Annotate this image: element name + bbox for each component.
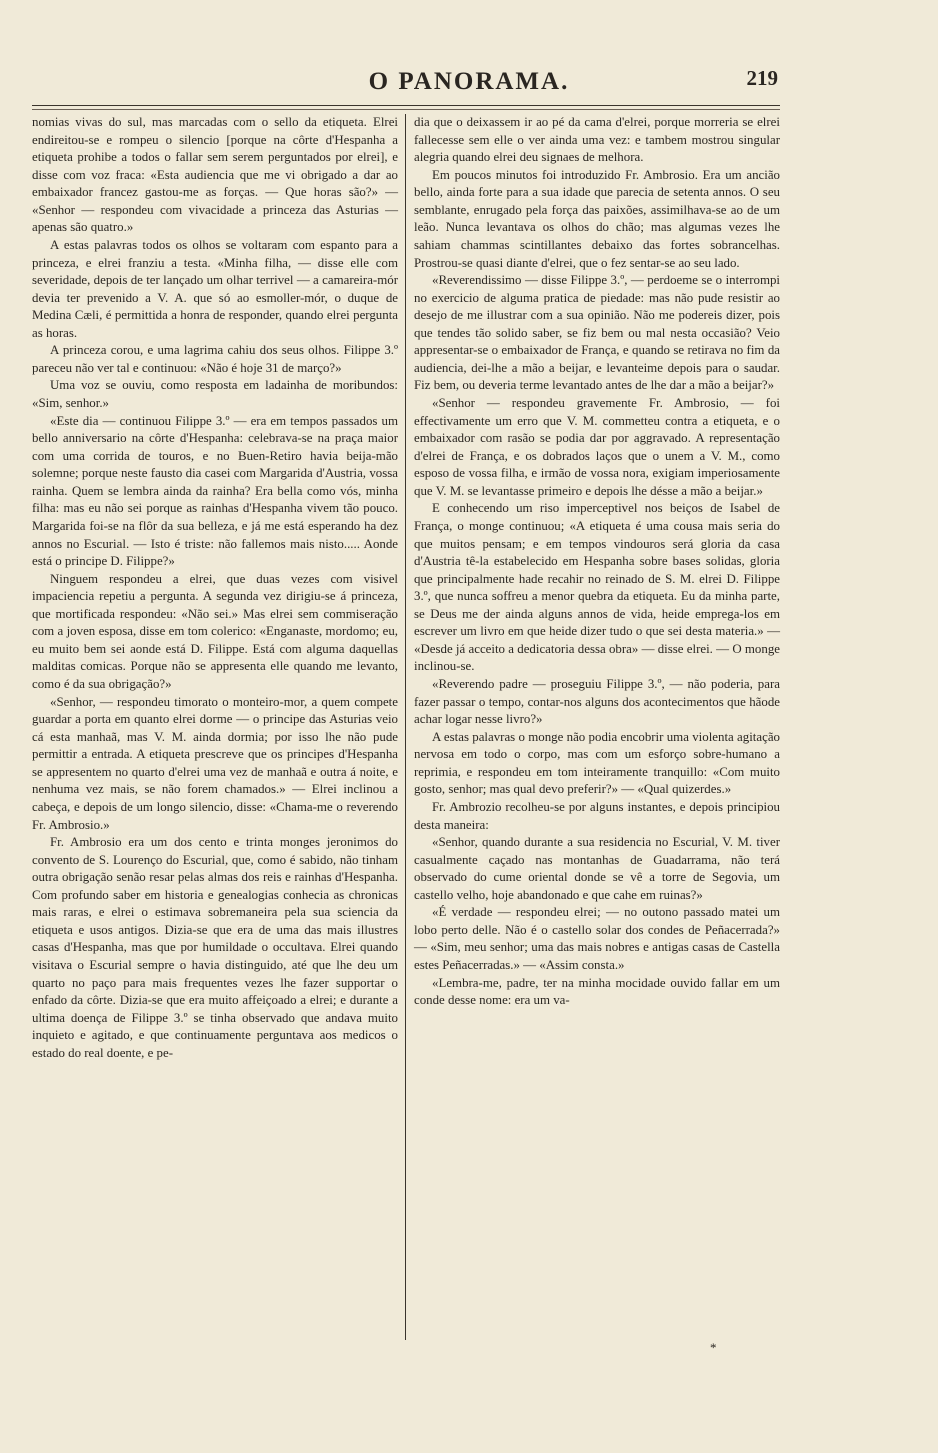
paragraph: E conhecendo um riso imperceptivel nos beiços de Isabel de França, o monge continuou; «A etiqueta é uma cousa mais seria do que muitos pensam; e em tempos vindouros será gloria da casa d'Austria tê-la estabelecido em Hespanha sobre bases solidas, gloria que principalmente hade recahir no reinado de S. M. elrei D. Filippe 3.º, que nunca soffreu a menor quebra da etiqueta. Eu da minha parte, se Deus me der ainda alguns annos de vida, heide emprega-los em escrever um livro em que heide dizer tudo o que sei desta materia.» — «Desde já acceito a dedicatoria dessa obra» — disse elrei. — O monge inclinou-se. (414, 501, 780, 674)
header-rule (32, 105, 780, 106)
paragraph: «Lembra-me, padre, ter na minha mocidade ouvido fallar em um conde desse nome: era um va- (414, 975, 780, 1008)
running-head (0, 56, 938, 100)
paragraph: Em poucos minutos foi introduzido Fr. Ambrosio. Era um ancião bello, ainda forte para a sua idade que parecia de setenta annos. O seu semblante, enrugado pela força das paixões, assimilhava-se ao de um leão. Nunca levantava os olhos do chão; mas algumas vezes lhe sahiam chammas scintillantes debaixo das fortes sobrancelhas. Prostrou-se quasi diante d'elrei, que o fez sentar-se ao seu lado. (414, 167, 780, 270)
left-column (32, 114, 398, 1062)
paragraph: A estas palavras todos os olhos se voltaram com espanto para a princeza, e elrei franziu a testa. «Minha filha, — disse elle com severidade, depois de ter lançado um olhar terrivel — a camareira-mór devia ter prevenido a V. A. que só ao esmoller-mór, o duque de Medina Cæli, é permittida a honra de responder, quando elrei pergunta as horas. (32, 237, 398, 340)
paragraph: Fr. Ambrozio recolheu-se por alguns instantes, e depois principiou desta maneira: (414, 799, 780, 832)
paragraph: «Senhor — respondeu gravemente Fr. Ambrosio, — foi effectivamente um erro que V. M. commetteu contra a etiqueta, e o embaixador com rasão se podia dar por aggravado. A representação d'elrei de França, e os dobrados laços que o unem a V. M., como esposo de vossa filha, e irmão de vossa nora, exigiam imperiosamente que V. M. se levantasse primeiro e depois lhe désse a mão a beijar.» (414, 396, 780, 498)
column-divider (405, 114, 406, 1340)
paragraph: «É verdade — respondeu elrei; — no outono passado matei um lobo perto delle. Não é o castello solar dos condes de Peñacerrada?» — «Sim, meu senhor; uma das mais nobres e antigas casas de Castella estes Peñacerradas.» — «Assim consta.» (414, 905, 780, 972)
paragraph: A estas palavras o monge não podia encobrir uma violenta agitação nervosa em todo o corpo, mas com um esforço sobre-humano a reprimia, e respondeu em tom inteiramente tranquillo: «Com muito gosto, senhor; mas qual devo preferir?» — «Qual quizerdes.» (414, 729, 780, 797)
paragraph: Fr. Ambrosio era um dos cento e trinta monges jeronimos do convento de S. Lourenço do Escurial, que, como é sabido, não tinham outra obrigação senão resar pelas almas dos reis e rainhas d'Hespanha. Com profundo saber em historia e genealogias conhecia as chronicas mais raras, e elrei o estimava sobremaneira pela sua sciencia da etiqueta e usos antigos. Dizia-se que era de uma das mais illustres casas d'Hespanha, mas que por humildade o occultava. Elrei quando visitava o Escurial sempre o havia distinguido, até que lhe deu um quarto no paço para mais frequentes vezes lhe fazer supportar o enfado da côrte. Dizia-se que era muito affeiçoado a elrei; e durante a ultima doença de Filippe 3.º se tinha observado que andava muito inquieto e agitado, e que continuamente perguntava aos medicos o estado do real doente, e pe- (32, 835, 398, 1060)
page-number: 219 (746, 66, 778, 90)
signature-mark: * (710, 1340, 717, 1355)
paragraph: «Senhor, quando durante a sua residencia no Escurial, V. M. tiver casualmente caçado nas montanhas de Guadarrama, não terá observado do cume oriental donde se vê a torre de Segovia, um castello velho, hoje abandonado e que cahe em ruinas?» (414, 835, 780, 902)
paragraph: Ninguem respondeu a elrei, que duas vezes com visivel impaciencia repetiu a pergunta. A segunda vez dirigiu-se á princeza, que mortificada respondeu: «Não sei.» Mas elrei sem commiseração com a joven esposa, disse em tom colerico: «Enganaste, mordomo; eu, eu muito bem sei aonde está D. Filippe. Está com alguma daquellas malditas comicas. Porque não se appresenta elle quando me levanto, como é da sua obrigação?» (32, 571, 398, 691)
paragraph: «Reverendo padre — proseguiu Filippe 3.º, — não poderia, para fazer passar o tempo, contar-nos alguns dos acontecimentos que hãode achar logar nesse livro?» (414, 677, 780, 727)
paragraph: «Reverendissimo — disse Filippe 3.º, — perdoeme se o interrompi no exercicio de alguma pratica de piedade: mas não pude resistir ao desejo de me illustrar com a sua opinião. Não me podereis dizer, pois que tendes tão solido saber, se fiz bem ou mal nesta occasião? Veio appresentar-se o embaixador de França, e quando se retirava no fim da audiencia, dei-lhe a mão a beijar, e levanteime depois para o saudar. Fiz bem, ou deveria terme levantado antes de lhe dar a mão a beijar?» (414, 273, 780, 393)
paragraph: Uma voz se ouviu, como resposta em ladainha de moribundos: «Sim, senhor.» (32, 378, 398, 410)
paragraph: «Senhor, — respondeu timorato o monteiro-mor, a quem compete guardar a porta em quanto elrei dorme — o principe das Asturias veio cá esta manhaã, mas V. M. ainda dormia; por isso lhe não pude permittir a entrada. A etiqueta prescreve que os principes d'Hespanha se appresentem no quarto d'elrei uma vez de manhaã e outra á noite, e nenhuma vez mais, se não forem chamados.» — Elrei inclinou a cabeça, e depois de um longo silencio, disse: «Chama-me o reverendo Fr. Ambrosio.» (32, 694, 398, 832)
paragraph: nomias vivas do sul, mas marcadas com o sello da etiqueta. Elrei endireitou-se e rompeu o silencio [porque na côrte d'Hespanha a etiqueta prohibe a todos o fallar sem serem perguntados por elrei], e disse com voz fraca: «Esta audiencia que me vi obrigado a dar ao embaixador francez gastou-me as forças. — Que horas são?» — «Senhor — respondeu com vivacidade a princeza das Asturias — apenas são quatro.» (32, 115, 398, 235)
paragraph: «Este dia — continuou Filippe 3.º — era em tempos passados um bello anniversario na côrte d'Hespanha: celebrava-se na praça maior com uma corrida de touros, e no Buen-Retiro havia beija-mão solemne; porque neste fausto dia casei com Margarida d'Austria, vossa rainha. Quem se lembra ainda da rainha? Era bella como vós, minha filha: mas eu não sei porque as rainhas d'Hespanha vivem tão pouco. Margarida foi-se na flôr da sua belleza, e já me está esperando ha dez annos no Escurial. — Isto é triste: não fallemos mais nisto..... Aonde está o principe D. Filippe?» (32, 413, 398, 569)
page-title: O PANORAMA. (368, 68, 570, 95)
right-column (414, 114, 780, 1010)
paragraph: A princeza corou, e uma lagrima cahiu dos seus olhos. Filippe 3.º pareceu não ver tal e continuou: «Não é hoje 31 de março?» (32, 343, 398, 375)
paragraph: dia que o deixassem ir ao pé da cama d'elrei, porque morreria se elrei fallecesse sem elle o ver ainda uma vez: e tambem mostrou singular alegria quando elrei deu signaes de melhora. (414, 115, 780, 165)
